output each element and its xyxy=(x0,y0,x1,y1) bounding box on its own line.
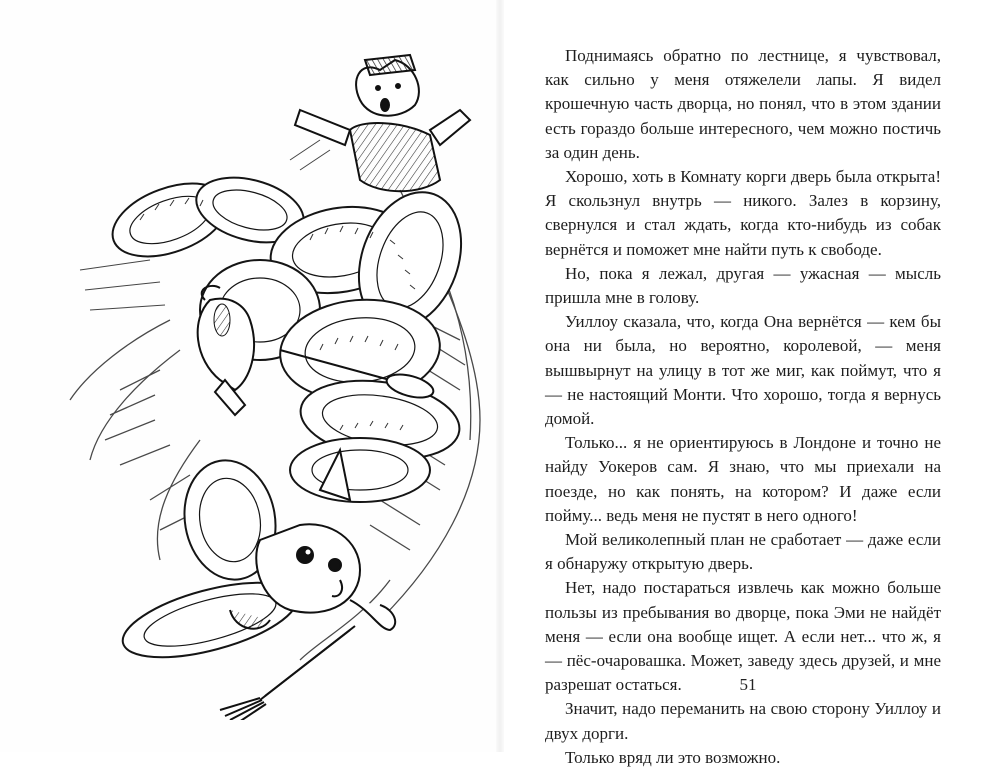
pen-illustration xyxy=(60,20,500,720)
page-text xyxy=(545,44,941,770)
paragraph: Но, пока я лежал, другая — ужасная — мысль пришла мне в голову. xyxy=(545,263,941,308)
left-page xyxy=(0,0,498,752)
paragraph: Нет, надо постараться извлечь как можно больше пользы из пребывания во дворце, пока Эми не найдёт меня — если она вообще ищет. А если нет... что ж, я — пёс-очаровашка. Может, заведу здесь друзей, и мне разрешат остаться. xyxy=(545,578,941,695)
paragraph: Уиллоу сказала, что, когда Она вернётся — кем бы она ни была, но вероятно, королевой, — меня вышвырнут на улицу в тот же миг, как поймут, что я — не настоящий Монти. Что хорошо, тогда я вернусь домой. xyxy=(545,312,941,429)
paragraph: Поднимаясь обратно по лестнице, я чувствовал, как сильно у меня отяжелели лапы. Я видел крошечную часть дворца, но понял, что в этом здании есть гораздо больше интересного, чем можно постичь за один день. xyxy=(545,46,941,162)
falling-figure xyxy=(295,55,470,191)
paragraph: Только вряд ли это возможно. xyxy=(565,747,781,767)
book-gutter xyxy=(496,0,504,752)
paragraph: Хорошо, хоть в Комнату корги дверь была открыта! Я скользнул внутрь — никого. Залез в корзину, свернулся и стал ждать, когда кто-нибудь из собак вернётся и поможет мне найти путь к свободе. xyxy=(545,167,941,259)
paragraph: Мой великолепный план не сработает — даже если я обнаружу открытую дверь. xyxy=(545,530,941,574)
paragraph: Значит, надо переманить на свою сторону Уиллоу и двух дорги. xyxy=(545,699,941,743)
paragraph: Только... я не ориентируюсь в Лондоне и точно не найду Уокеров сам. Я знаю, что мы приехали на поезде, но как понять, на котором? И даже если пойму... ведь меня не пустят в него одного! xyxy=(545,433,941,525)
page-number: 51 xyxy=(739,675,757,694)
